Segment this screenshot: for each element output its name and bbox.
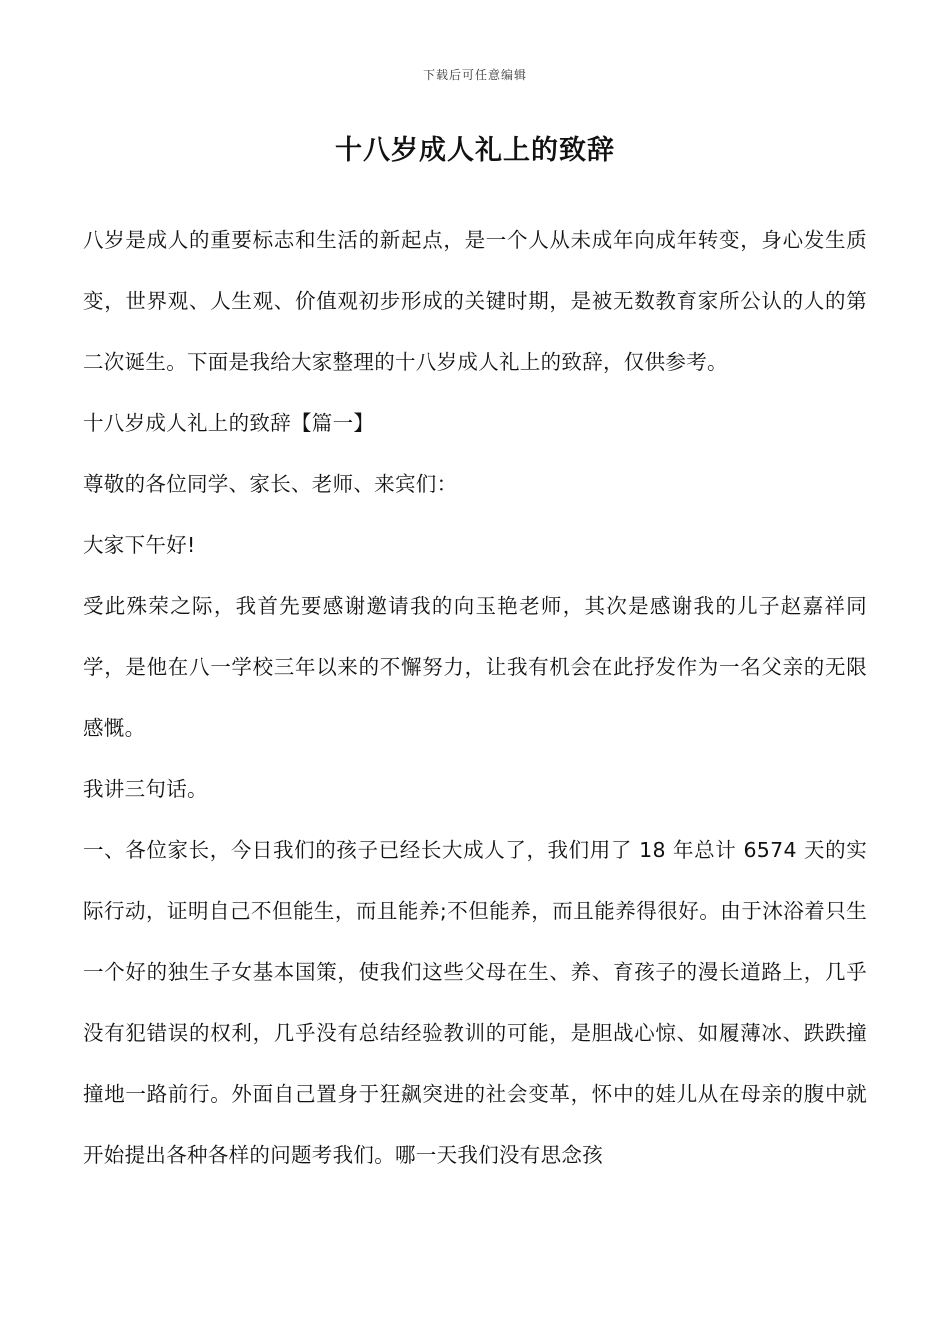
document-title: 十八岁成人礼上的致辞	[335, 135, 615, 166]
document-body	[83, 210, 867, 1186]
header-note: 下载后可任意编辑	[422, 68, 527, 82]
section-heading: 十八岁成人礼上的致辞【篇一】	[83, 411, 375, 435]
salutation: 尊敬的各位同学、家长、老师、来宾们：	[83, 472, 458, 496]
greeting: 大家下午好!	[83, 533, 196, 557]
body-paragraph-thanks: 受此殊荣之际，我首先要感谢邀请我的向玉艳老师，其次是感谢我的儿子赵嘉祥同学，是他在八一学校三年以来的不懈努力，让我有机会在此抒发作为一名父亲的无限感慨。	[83, 594, 867, 740]
body-paragraph-three-points: 我讲三句话。	[83, 777, 208, 801]
intro-paragraph: 八岁是成人的重要标志和生活的新起点，是一个人从未成年向成年转变，身心发生质变，世界观、人生观、价值观初步形成的关键时期，是被无数教育家所公认的人的第二次诞生。下面是我给大家整理的十八岁成人礼上的致辞，仅供参考。	[83, 228, 867, 374]
body-paragraph-point-one: 一、各位家长，今日我们的孩子已经长大成人了，我们用了 18 年总计 6574 天的实际行动，证明自己不但能生，而且能养;不但能养，而且能养得很好。由于沐浴着只生一个好的独生子女基本国策，使我们这些父母在生、养、育孩子的漫长道路上，几乎没有犯错误的权利，几乎没有总结经验教训的可能，是胆战心惊、如履薄冰、跌跌撞撞地一路前行。外面自己置身于狂飙突进的社会变革，怀中的娃儿从在母亲的腹中就开始提出各种各样的问题考我们。哪一天我们没有思念孩	[83, 838, 867, 1167]
